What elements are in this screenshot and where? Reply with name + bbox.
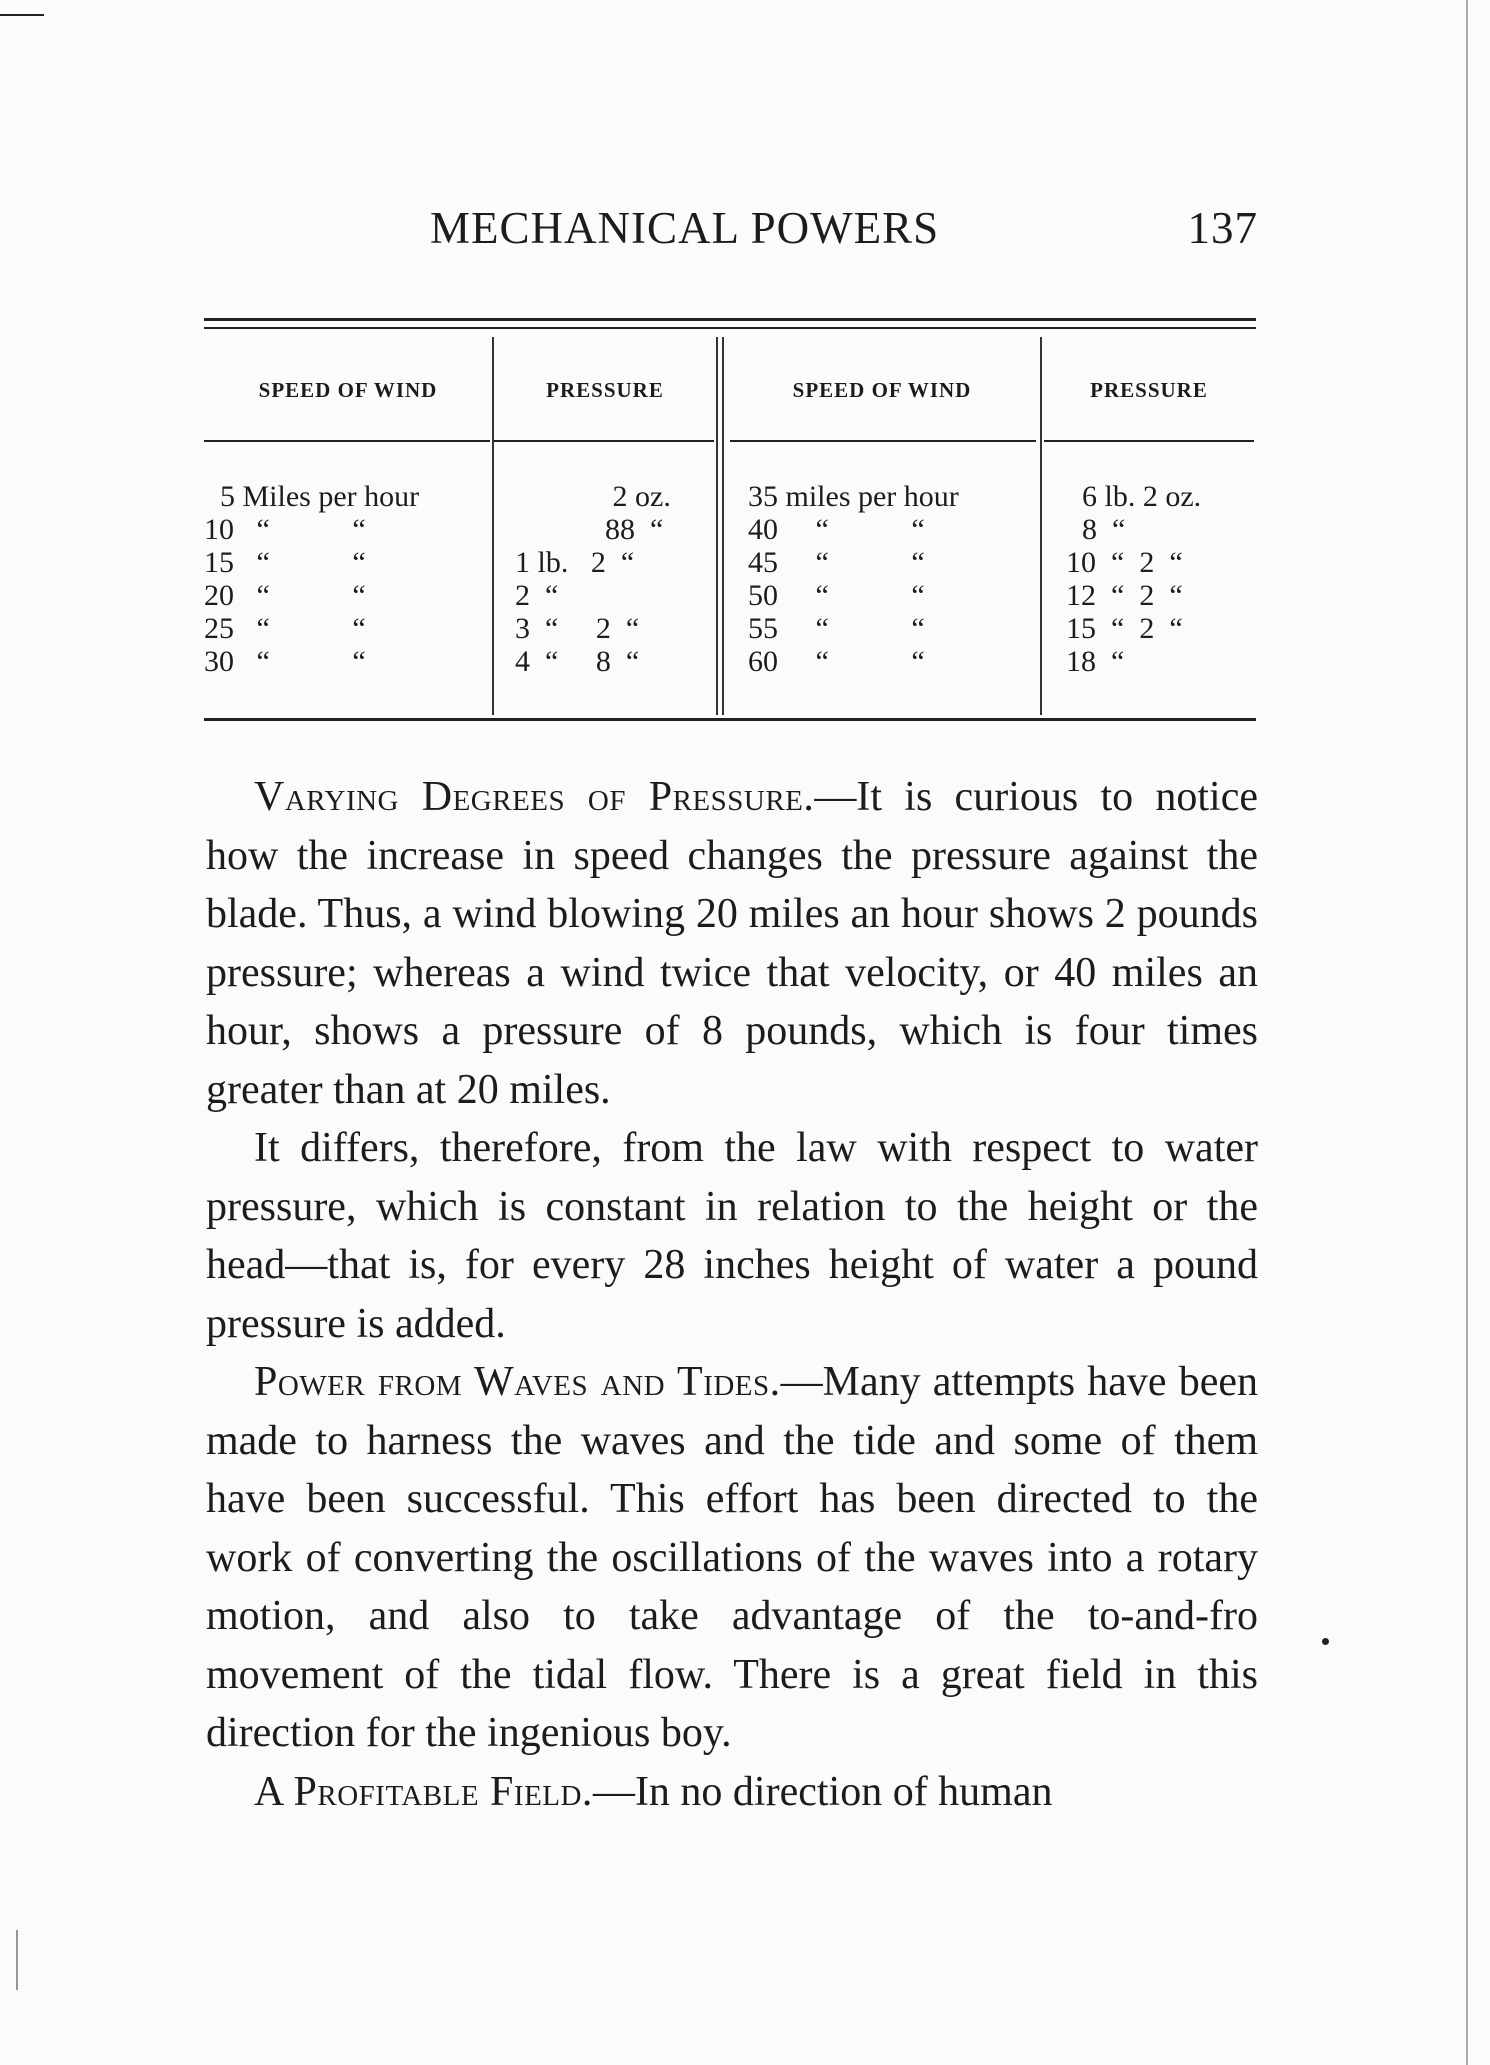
body-text	[206, 768, 1258, 1821]
table-cell: 40 “ “	[748, 513, 925, 546]
table-top-rule-inner	[204, 327, 1256, 329]
speed-left-column	[204, 480, 490, 678]
table-cell: 1 lb. 2 “	[500, 546, 635, 579]
column-divider-double	[716, 337, 718, 715]
section-heading: Varying Degrees of Pressure.	[254, 774, 815, 820]
table-cell: 4 “ 8 “	[500, 645, 640, 678]
table-cell: 18 “	[1066, 645, 1125, 678]
wind-pressure-table	[204, 318, 1256, 722]
table-cell: 30 “ “	[204, 645, 366, 678]
table-cell: 2 “	[500, 579, 559, 612]
table-cell: 10 “ 2 “	[1066, 546, 1183, 579]
table-cell: 3 “ 2 “	[500, 612, 640, 645]
paragraph-waves-tides	[206, 1353, 1258, 1763]
header-underline	[1044, 440, 1254, 442]
table-cell: 5 Miles per hour	[220, 480, 420, 513]
pressure-right-column	[1066, 480, 1254, 678]
speed-right-column	[748, 480, 1038, 678]
paragraph-varying-degrees	[206, 768, 1258, 1119]
paragraph-text: —In no direction of human	[592, 1768, 1053, 1815]
table-cell: 45 “ “	[748, 546, 925, 579]
table-cell: 25 “ “	[204, 612, 366, 645]
header-underline	[730, 440, 1036, 442]
page-number: 137	[1187, 203, 1258, 253]
column-header-pressure-left: PRESSURE	[546, 378, 664, 402]
running-head-title: MECHANICAL POWERS	[430, 203, 940, 253]
ink-speck	[1322, 1638, 1329, 1645]
paragraph-text: —Many attempts have been made to harness the waves and the tide and some of them have been successful. This effort has been directed to the work of converting the oscillations of the waves into a rotary motion, and also to take advantage of the to-and-fro movement of the tidal flow. There is a great field in this direction for the ingenious boy.	[206, 1359, 1258, 1756]
column-header-speed-left: SPEED OF WIND	[258, 378, 438, 402]
table-cell: 8 “	[1082, 513, 1126, 546]
table-cell: 88 “	[500, 513, 664, 546]
paragraph-profitable-field	[206, 1763, 1258, 1822]
table-cell: 60 “ “	[748, 645, 925, 678]
table-cell: 55 “ “	[748, 612, 925, 645]
table-cell: 15 “ “	[204, 546, 366, 579]
page-edge-mark-top	[0, 14, 44, 16]
table-cell: 2 oz.	[500, 480, 671, 513]
header-underline	[494, 440, 714, 442]
table-bottom-rule	[204, 718, 1256, 721]
header-underline	[204, 440, 490, 442]
column-header-pressure-right: PRESSURE	[1090, 378, 1208, 402]
section-heading: A Profitable Field.	[254, 1768, 593, 1815]
table-cell: 50 “ “	[748, 579, 925, 612]
column-header-speed-right: SPEED OF WIND	[792, 378, 972, 402]
paragraph-text: It differs, therefore, from the law with respect to water pressure, which is constant in relation to the height or the head—that is, for every 28 inches height of water a pound pressure is added.	[206, 1125, 1258, 1347]
pressure-left-column	[500, 480, 712, 678]
table-cell: 15 “ 2 “	[1066, 612, 1183, 645]
page-edge-right	[1466, 0, 1468, 2065]
paragraph-water-pressure	[206, 1119, 1258, 1353]
table-cell: 20 “ “	[204, 579, 366, 612]
section-heading: Power from Waves and Tides.	[254, 1359, 781, 1405]
table-cell: 10 “ “	[204, 513, 366, 546]
running-head	[206, 202, 1258, 262]
table-cell: 6 lb. 2 oz.	[1082, 480, 1202, 513]
table-cell: 35 miles per hour	[748, 480, 959, 513]
page-edge-mark-left	[16, 1930, 18, 1990]
paragraph-text: —It is curious to notice how the increase in speed changes the pressure against the blade. Thus, a wind blowing 20 miles an hour shows 2 pounds pressure; whereas a wind twice that velocity, or 40 miles an hour, shows a pressure of 8 pounds, which is four times greater than at 20 miles.	[206, 774, 1258, 1113]
table-top-rule	[204, 318, 1256, 321]
table-cell: 12 “ 2 “	[1066, 579, 1183, 612]
